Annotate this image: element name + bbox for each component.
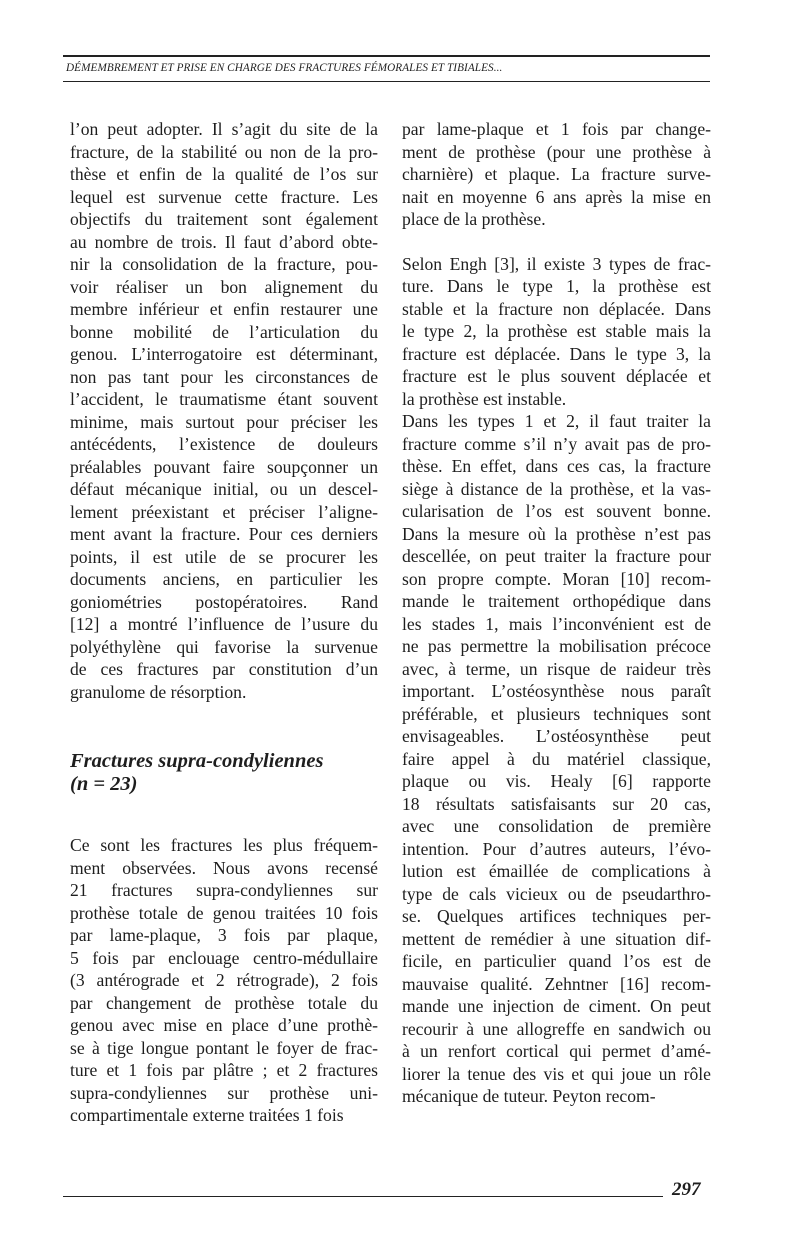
text-line: minime, mais surtout pour préciser les (70, 411, 378, 432)
text-line: défaut mécanique initial, ou un descel- (70, 479, 378, 499)
text-line: intention. Pour d’autres auteurs, l’évo- (402, 838, 711, 859)
text-line: stable et la fracture non déplacée. Dans (402, 298, 711, 319)
text-line: non pas tant pour les circonstances de (70, 366, 378, 387)
text-line: liorer la tenue des vis et qui joue un rôle (402, 1063, 711, 1084)
left-paragraph-1 (70, 118, 378, 703)
text-line: de ces fractures par constitution d’un (70, 659, 378, 679)
text-line: lution est émaillée de complications à (402, 861, 711, 881)
text-line: ment avant la fracture. Pour ces derniers (70, 524, 378, 544)
text-line: fracture comme s’il n’y avait pas de pro- (402, 433, 711, 454)
section-heading (70, 750, 378, 796)
text-line: recourir à une allogreffe en sandwich ou (402, 1018, 711, 1039)
text-line: ture. Dans le type 1, la prothèse est (402, 276, 711, 296)
text-line: préférable, et plusieurs techniques sont (402, 703, 711, 724)
text-line: mécanique de tuteur. Peyton recom- (402, 1086, 656, 1106)
text-line: goniométries postopératoires. Rand (70, 591, 378, 612)
text-line: voir réaliser un bon alignement du (70, 276, 378, 297)
text-line: se à tige longue pontant le foyer de frac- (70, 1037, 378, 1058)
text-line: documents anciens, en particulier les (70, 569, 378, 589)
text-line: avec, à terme, un risque de raideur très (402, 658, 711, 679)
text-line: son propre compte. Moran [10] recom- (402, 568, 711, 589)
text-line: charnière) et plaque. La fracture surve- (402, 164, 711, 184)
section-heading-title: Fractures supra-condyliennes (70, 750, 324, 772)
text-line: cularisation de l’os est souvent bonne. (402, 501, 711, 521)
text-line: type de cals vicieux ou de pseudarthro- (402, 883, 711, 904)
text-line: Dans les types 1 et 2, il faut traiter la (402, 411, 711, 431)
text-line: polyéthylène qui favorise la survenue (70, 636, 378, 657)
text-line: Ce sont les fractures les plus fréquem- (70, 835, 378, 855)
right-column (402, 118, 711, 1108)
text-line: par lame-plaque et 1 fois par change- (402, 119, 711, 139)
text-line: l’accident, le traumatisme étant souvent (70, 389, 378, 409)
text-line: mande une injection de ciment. On peut (402, 996, 711, 1016)
text-line: avec une consolidation de première (402, 816, 711, 836)
text-line: nir la consolidation de la fracture, pou- (70, 254, 378, 274)
text-line: ture et 1 fois par plâtre ; et 2 fractures (70, 1060, 378, 1080)
text-line: l’on peut adopter. Il s’agit du site de la (70, 119, 378, 139)
text-line: à un renfort cortical qui permet d’amé- (402, 1041, 711, 1061)
text-line: au nombre de trois. Il faut d’abord obte- (70, 231, 378, 252)
text-line: ment de prothèse (pour une prothèse à (402, 141, 711, 162)
text-line: membre inférieur et enfin restaurer une (70, 299, 378, 319)
text-line: mettent de remédier à une situation dif- (402, 928, 711, 949)
text-line: nait en moyenne 6 ans après la mise en (402, 186, 711, 207)
text-line: fracture est déplacée. Dans le type 3, la (402, 343, 711, 364)
header-rule (63, 81, 710, 82)
text-line: objectifs du traitement sont également (70, 209, 378, 229)
text-line: Selon Engh [3], il existe 3 types de frac- (402, 253, 711, 274)
text-line: granulome de résorption. (70, 681, 247, 702)
right-paragraph-3 (402, 410, 711, 1108)
text-line: ne pas permettre la mobilisation précoce (402, 636, 711, 656)
section-heading-count: (n = 23) (70, 773, 138, 795)
text-line: important. L’ostéosynthèse nous paraît (402, 681, 711, 701)
paragraph-gap (402, 231, 711, 253)
text-line: supra-condyliennes sur prothèse uni- (70, 1082, 378, 1103)
running-header: DÉMEMBREMENT ET PRISE EN CHARGE DES FRACTURES FÉMORALES ET TIBIALES... (66, 62, 503, 74)
text-line: genou. L’interrogatoire est déterminant, (70, 344, 378, 364)
footer-rule (63, 1196, 663, 1197)
text-line: le type 2, la prothèse est stable mais la (402, 321, 711, 341)
text-line: lement préexistant et préciser l’aligne- (70, 501, 378, 522)
text-line: place de la prothèse. (402, 209, 546, 229)
right-paragraph-2 (402, 253, 711, 411)
text-line: lequel est survenue cette fracture. Les (70, 186, 378, 207)
text-line: antécédents, l’existence de douleurs (70, 434, 378, 454)
text-line: [12] a montré l’influence de l’usure du (70, 614, 378, 634)
text-line: (3 antérograde et 2 rétrograde), 2 fois (70, 970, 378, 990)
text-line: se. Quelques artifices techniques per- (402, 906, 711, 926)
text-line: descellée, on peut traiter la fracture pour (402, 546, 711, 566)
text-line: fracture est le plus souvent déplacée et (402, 366, 711, 386)
text-line: faire appel à du matériel classique, (402, 748, 711, 769)
top-rule (63, 55, 710, 57)
text-line: compartimentale externe traitées 1 fois (70, 1105, 344, 1125)
page-number: 297 (672, 1179, 701, 1200)
text-line: Dans la mesure où la prothèse n’est pas (402, 523, 711, 544)
text-line: par changement de prothèse totale du (70, 992, 378, 1013)
text-line: mauvaise qualité. Zehntner [16] recom- (402, 973, 711, 994)
text-line: 5 fois par enclouage centro-médullaire (70, 947, 378, 968)
right-paragraph-1 (402, 118, 711, 231)
text-line: prothèse totale de genou traitées 10 fois (70, 902, 378, 923)
text-line: envisageables. L’ostéosynthèse peut (402, 726, 711, 746)
text-line: bonne mobilité de l’articulation du (70, 321, 378, 342)
left-paragraph-2 (70, 834, 378, 1127)
text-line: par lame-plaque, 3 fois par plaque, (70, 925, 378, 945)
text-line: siège à distance de la prothèse, et la vas- (402, 478, 711, 499)
text-line: préalables pouvant faire soupçonner un (70, 456, 378, 477)
text-line: ficile, en particulier quand l’os est de (402, 951, 711, 971)
left-column (70, 118, 378, 1127)
text-line: thèse. En effet, dans ces cas, la fracture (402, 456, 711, 476)
text-line: thèse et enfin de la qualité de l’os sur (70, 164, 378, 184)
text-line: genou avec mise en place d’une prothè- (70, 1015, 378, 1035)
text-line: les stades 1, mais l’inconvénient est de (402, 613, 711, 634)
text-line: 18 résultats satisfaisants sur 20 cas, (402, 793, 711, 814)
text-line: points, il est utile de se procurer les (70, 546, 378, 567)
text-line: plaque ou vis. Healy [6] rapporte (402, 771, 711, 791)
text-line: fracture, de la stabilité ou non de la pro- (70, 141, 378, 162)
text-line: mande le traitement orthopédique dans (402, 591, 711, 611)
text-line: la prothèse est instable. (402, 388, 567, 409)
text-line: 21 fractures supra-condyliennes sur (70, 880, 378, 900)
text-line: ment observées. Nous avons recensé (70, 857, 378, 878)
